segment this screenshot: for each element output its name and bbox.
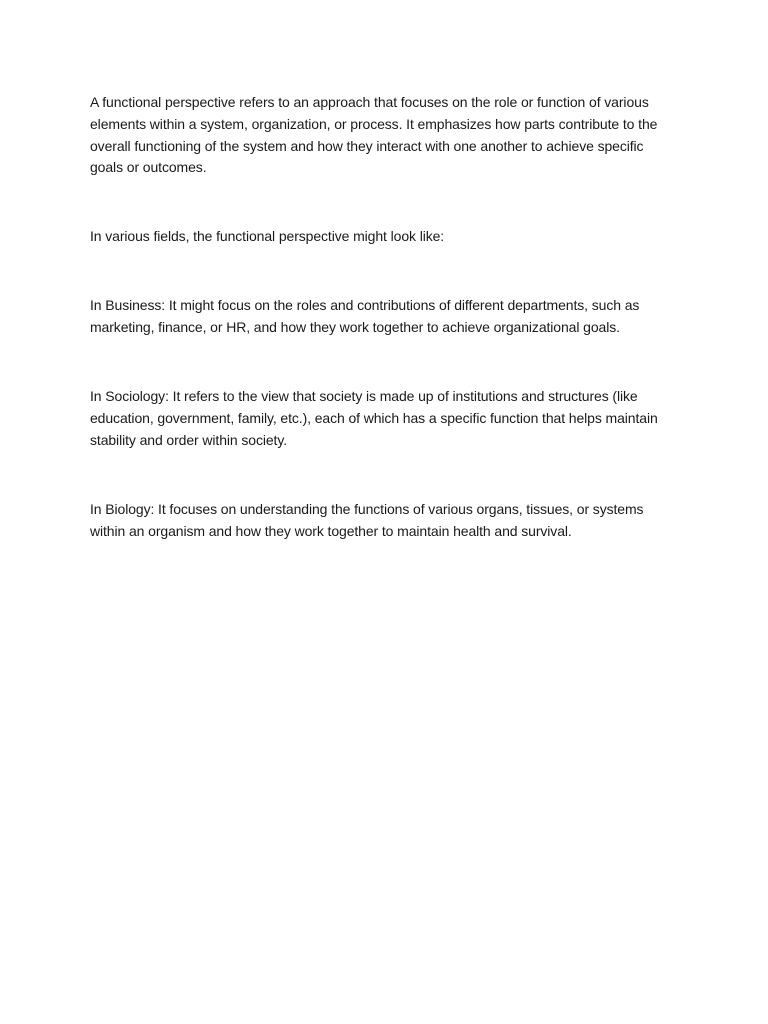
paragraph-biology: In Biology: It focuses on understanding the functions of various organs, tissues, or systems within an organism and how they work together to maintain health and survival. <box>90 501 644 539</box>
paragraph-sociology: In Sociology: It refers to the view that society is made up of institutions and structures (like education, government, family, etc.), each of which has a specific function that helps maintain stability and order within society. <box>90 388 658 448</box>
paragraph-various-fields-intro: In various fields, the functional perspective might look like: <box>90 228 445 244</box>
paragraph-functional-perspective-definition: A functional perspective refers to an approach that focuses on the role or function of various elements within a system, organization, or process. It emphasizes how parts contribute to the overall functioning of the system and how they interact with one another to achieve specific goals or outcomes. <box>90 94 658 176</box>
paragraph-business: In Business: It might focus on the roles and contributions of different departments, such as marketing, finance, or HR, and how they work together to achieve organizational goals. <box>90 297 640 335</box>
